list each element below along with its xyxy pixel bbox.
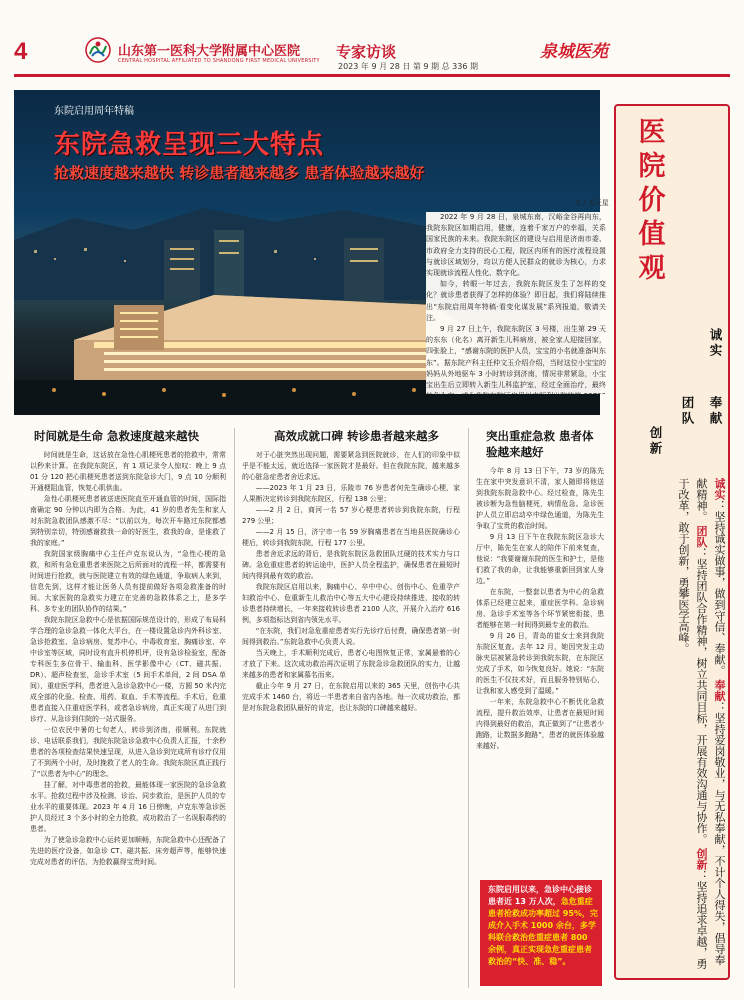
intro-text	[426, 212, 606, 394]
value-word-dedication: 奉献	[708, 396, 723, 427]
column-paragraph: 急性心肌梗死患者被送进医院直至开通血管的时间，国际指南确定 90 分钟以内即为合格。为此，41 岁的患者先生和家人对东院急救团队感激不尽：“以前以为，每次开车路过东院都感到特别亲切，特别感谢救我一命的好医生，救我的命，是谁救了我的家庭。”	[30, 495, 226, 547]
intro-paragraph: 2022 年 9 月 28 日，泉城东南，汉峪金谷再向东，我院东院区如期启用，健康，连着千家万户的幸福，关系国家民族的未来。我院东院区的建设与启用是济南市委、市政府全力支持的民心工程，院区内所有的医疗流程设置与就诊区域划分，均以方便人民群众的就诊为核心，力求实现就诊流程人性化、数字化。	[426, 213, 606, 278]
value-key: 奉献	[713, 679, 726, 702]
column-paragraph: 当天晚上，手术顺利完成后，患者心电图恢复正常，家属悬着的心才放了下来。这次成功救治再次证明了东院急诊急救团队的实力，让越来越多的患者和家属慕名而来。	[242, 649, 460, 679]
section-label: 专家访谈	[336, 43, 397, 61]
issue-date-line: 2023 年 9 月 28 日 第 9 期 总 336 期	[338, 62, 478, 71]
column-divider	[468, 428, 469, 988]
column-paragraph: 我院东院区启用以来，胸痛中心、卒中中心、创伤中心、危重孕产妇救治中心、危重新生儿救治中心等五大中心建设持续推进，接收的转诊患者持续增长，一年来接收转诊患者 2100 人次，开展介入治疗 616 例，多项指标达到省内领先水平。	[242, 583, 460, 624]
page-number: 4	[14, 38, 28, 65]
value-text: ：坚持诚实做事，做到守信、奉献。	[713, 500, 726, 676]
hospital-name-en: CENTRAL HOSPITAL AFFILIATED TO SHANDONG FIRST MEDICAL UNIVERSITY	[118, 58, 320, 64]
sidebar-values-text	[616, 478, 730, 974]
column-paragraph: 对于心脏突然出现问题，需要紧急到医院就诊，在人们的印象中似乎是不能太远，就近选择一家医院才是最好。但在我院东院，越来越多的心脏急症患者舍近求远。	[242, 451, 460, 481]
article-column-1	[30, 450, 226, 990]
highlight-box	[480, 880, 602, 986]
column-heading-3: 突出重症急救 患者体验越来越好	[486, 429, 594, 459]
column-paragraph: 挂了解，对中毒患者的抢救，最能体现一家医院的急诊急救水平。抢救过程中涉及检测、诊治、同步救治，是医护人员的专业水平的重要体现。2023 年 4 月 16 日傍晚，卢克东等急诊医护人员经过 3 个多小时的全力抢救，成功救治了一名误服毒药的患者。	[30, 781, 226, 833]
hospital-logo-icon	[84, 36, 112, 64]
column-paragraph: 患者舍近求远的背后，是我院东院区急救团队过硬的技术实力与口碑。急危重症患者的转运途中，医护人员全程监护，确保患者在最短时间内得到最有效的救治。	[242, 550, 460, 580]
column-paragraph: ——2 月 15 日，济宁市一名 59 岁胸痛患者在当地县医院确诊心梗后，转诊到我院东院，行程 177 公里。	[242, 528, 460, 547]
values-sidebar	[614, 104, 730, 980]
value-key: 诚实	[713, 478, 726, 500]
column-paragraph: 在东院，一整套以患者为中心的急救体系已经建立起来，重症医学科、急诊病房、急诊手术室等各个环节紧密衔接，患者能够在第一时间得到最专业的救治。	[476, 588, 604, 629]
sidebar-title: 医院价值观	[638, 117, 666, 284]
column-paragraph: 截止今年 9 月 27 日，在东院启用以来的 365 天里，创伤中心共完成手术 1460 台，将近一半患者来自省内各地。每一次成功救治，都是对东院急救团队最好的肯定，也让东院的口碑越来越好。	[242, 682, 460, 712]
value-key: 创新	[695, 848, 708, 870]
highlight-body: 急危重症患者抢救成功率超过 95%，完成介入手术 1000 余台，多学科联合救治危重症患者 800 余例，真正实现急危重症患者救治的“快、准、稳”。	[488, 897, 598, 966]
value-word-team: 团队	[680, 396, 695, 427]
hero-title: 东院急救呈现三大特点	[54, 130, 325, 160]
column-paragraph: 一位农民中暑的七旬老人，转诊到济南，很顺利。东院就诊、电话联系我们，我院东院急诊急救中心负责人汇报，十余秒患者的各项检查结果快速呈现，从进入急诊到完成所有诊疗仅用了不到两个小时，及时挽救了老人的生命。我院东院区真正践行了“以患者为中心”的理念。	[30, 726, 226, 778]
column-paragraph: 9 月 26 日，青岛的崔女士来到我院东院区复查。去年 12 月，她因突发主动脉夹层被紧急转诊到我院东院，在东院区完成了手术，如今恢复良好。她说：“东院的医生不仅技术好，而且服务特别贴心，让我和家人感受到了温暖。”	[476, 632, 604, 695]
column-paragraph: 一年来，东院急救中心不断优化急救流程，提升救治效率，让患者在最短时间内得到最好的救治，真正做到了“让患者少跑路，让数据多跑路”，患者的就医体验越来越好。	[476, 698, 604, 750]
page-header	[0, 0, 744, 72]
hospital-name: 山东第一医科大学附属中心医院	[118, 44, 301, 59]
header-divider	[14, 74, 730, 77]
column-heading-1: 时间就是生命 急救速度越来越快	[34, 429, 200, 443]
article-byline: 文 / 关天星	[574, 199, 609, 207]
column-paragraph: 9 月 13 日下午在我院东院区急诊大厅中，陈先生在家人的陪伴下前来复查，他说：“我要谢谢东院的医生和护士，是他们救了我的命，让我能够重新回到家人身边。”	[476, 533, 604, 585]
column-paragraph: 为了使急诊急救中心运转更加顺畅，东院急救中心还配备了先进的医疗设备，如急诊 CT、磁共振、床旁超声等，能够快速完成对患者的评估，为抢救赢得宝贵时间。	[30, 836, 226, 866]
intro-paragraph: 如今，转眼一年过去，我院东院区发生了怎样的变化？就诊患者获得了怎样的体验？即日起，我们将陆续推出“东院启用周年特稿·看变化谋发展”系列报道，敬请关注。	[426, 280, 606, 322]
article-column-3	[476, 466, 604, 876]
value-word-innovation: 创新	[648, 426, 663, 457]
value-word-honesty: 诚实	[708, 328, 723, 359]
value-text: ：坚持团队合作精神，树立共同目标，开展有效沟通与协作。	[695, 547, 708, 845]
column-paragraph: “在东院，我们对急危重症患者实行先诊疗后付费，确保患者第一时间得到救治。”东院急救中心负责人说。	[242, 627, 460, 646]
column-paragraph: 我院东院区急救中心是依据国际规范设计的，形成了布局科学合理的急诊急救一体化大平台，在一楼设置急诊内外科诊室、急诊抢救室、急诊病房、复苏中心、中毒收育室、胸痛诊室、卒中诊室等区域，同时设有直升机停机坪，设有急诊检验室，配备专科医生多位骨干、输血科、医学影像中心（CT、磁共振、DR）、超声检查室，急诊手术室（5 间手术单间，2 间 DSA 单间），重症医学科，患者进入急诊急救中心一楼，方圆 50 米内完成全部的化验、检查、用药、取血、手术等流程。手术后，危重患者直接入住重症医学科，或者急诊病房，真正实现了从进门到诊疗、从急诊到住院的一站式服务。	[30, 616, 226, 723]
column-paragraph: ——2023 年 1 月 23 日，乐陵市 76 岁患者何先生确诊心梗，家人果断决定转诊到我院东院区，行程 138 公里；	[242, 484, 460, 503]
intro-paragraph: 9 月 27 日上午，我院东院区 3 号楼，出生第 29 天的东东（化名）离开新生儿科病房，被全家人迎接回家，四张脸上，“感谢东院的医护人员，宝宝的小名就准备叫东东”。据东院产科主任仲文玉介绍介绍，当时这位小宝宝的妈妈从外地驱车 3 小时转诊到济南，情况非常紧急，小宝宝出生后立即转入新生儿科监护室，经过全面治疗，最终	[426, 325, 606, 390]
column-paragraph: 时间就是生命，这话放在急性心肌梗死患者的抢救中，常常以秒来计算。在我院东院区，有 1 项记录令人惊叹：晚上 9 点 01 分 120 把心肌梗死患者送到东院急诊大门，9 点 10 分顺利开通梗阻血管，恢复心肌供血。	[30, 451, 226, 492]
column-divider	[234, 428, 235, 988]
newspaper-brand: 泉城医苑	[540, 42, 608, 62]
hero-tag: 东院启用周年特稿	[54, 106, 134, 117]
value-text: ：坚持追求卓越，勇于改革，敢于创新，勇攀医学高峰。	[677, 478, 708, 969]
value-key: 团队	[695, 525, 708, 548]
column-paragraph: ——2 月 2 日，商河一名 57 岁心梗患者转诊到我院东院，行程 279 公里；	[242, 506, 460, 525]
highlight-title: 东院启用以来，急诊中心接诊患者近 13 万人次，	[488, 885, 592, 906]
hero-subtitle: 抢救速度越来越快 转诊患者越来越多 患者体验越来越好	[54, 164, 425, 182]
value-text: ：坚持爱岗敬业，与无私奉献，不计个人得失，倡导奉献精神。	[695, 478, 726, 966]
column-paragraph: 我院国家级胸痛中心主任卢克东说认为，“急性心梗的急救，和所有急危重患者来医院之后所面对的流程一样，都需要有时间进行抢救，就与医院建立有效的绿色通道，争取病人来到，信息先到，这样才能让医务人员有提前做好各项急救准备的时间。大家医院的急救实力建立在完善的急救体系之上，是多学科、多专业的团队协作的结果。”	[30, 550, 226, 613]
article-column-2	[242, 450, 460, 990]
column-paragraph: 今年 8 月 13 日下午，73 岁的陈先生在家中突发意识不清，家人随即将他送到我院东院急救中心。经过检查，陈先生被诊断为急性脑梗死，病情危急。急诊医护人员立即启动卒中绿色通道，为陈先生争取了宝贵的救治时间。	[476, 467, 604, 530]
column-heading-2: 高效成就口碑 转诊患者越来越多	[274, 429, 440, 443]
